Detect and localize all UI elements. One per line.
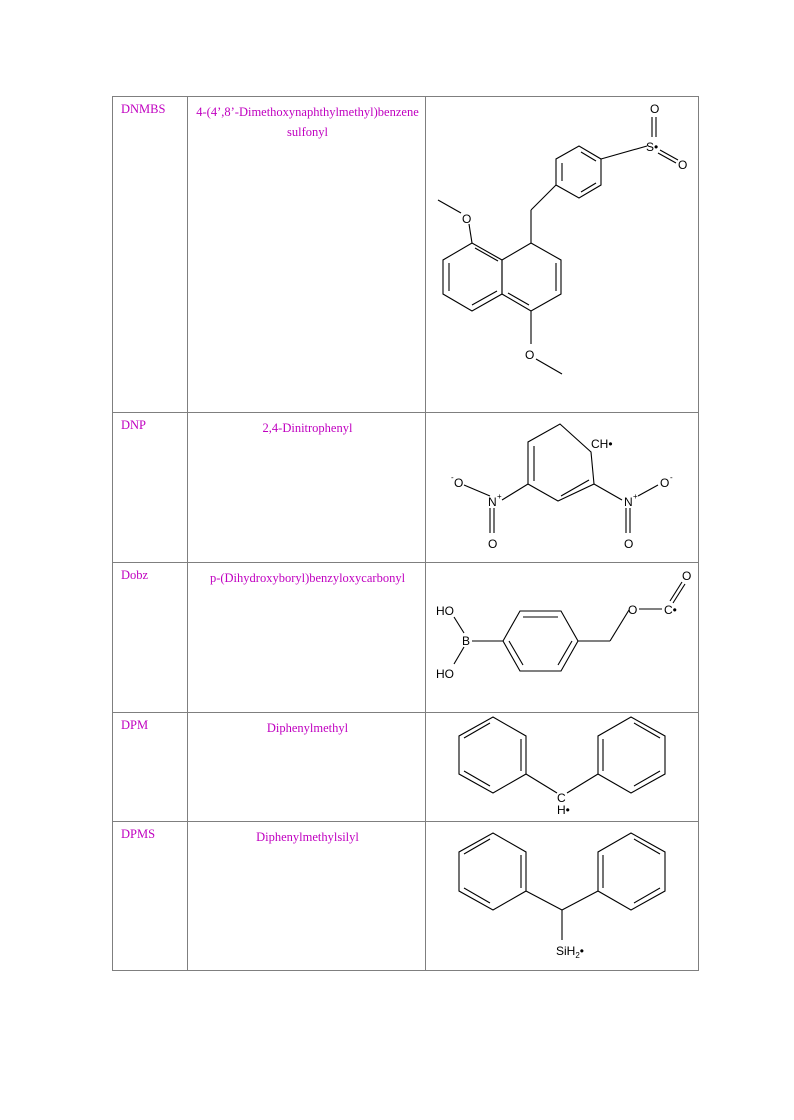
atom-o-ester: O: [628, 603, 638, 617]
structure-cell: [426, 713, 699, 822]
structure-cell: [426, 413, 699, 563]
atom-o-top: O: [650, 102, 660, 116]
table-row: [113, 563, 699, 713]
atom-sih2-radical: [556, 944, 584, 960]
atom-n-right: N: [624, 495, 633, 509]
charge-minus-right: -: [670, 473, 673, 482]
atom-o-left-bottom: O: [488, 537, 498, 551]
name-cell: p-(Dihydroxyboryl)benzyloxycarbonyl: [188, 563, 426, 713]
structure-cell: [426, 563, 699, 713]
dpm-structure: [426, 713, 698, 816]
charge-plus-right: +: [633, 492, 638, 501]
subscript-2: 2: [575, 951, 580, 960]
charge-minus-left: -: [451, 473, 454, 482]
dpms-structure: [426, 822, 698, 965]
atom-s: S•: [646, 140, 659, 154]
abbreviation-cell: Dobz: [113, 563, 188, 713]
table-row: [113, 713, 699, 822]
abbreviation-cell: DPMS: [113, 822, 188, 971]
atom-c-radical: C•: [664, 603, 677, 617]
structure-cell: [426, 97, 699, 413]
atom-c: C: [557, 791, 566, 805]
atom-o-methoxy-1: O: [462, 212, 472, 226]
atom-o-right: O: [660, 476, 670, 490]
atom-o-left: O: [454, 476, 464, 490]
atom-ho-top: HO: [436, 604, 454, 618]
atom-n-left: N: [488, 495, 497, 509]
atom-o-right: O: [678, 158, 688, 172]
atom-si: SiH: [556, 944, 576, 958]
name-cell: Diphenylmethyl: [188, 713, 426, 822]
charge-plus-left: +: [497, 492, 502, 501]
atom-o-carbonyl: O: [682, 569, 692, 583]
radical-dot: •: [579, 944, 584, 958]
abbreviation-cell: DNMBS: [113, 97, 188, 413]
table-row: [113, 822, 699, 971]
structure-cell: [426, 822, 699, 971]
name-cell: 2,4-Dinitrophenyl: [188, 413, 426, 563]
dnmbs-structure: [426, 97, 698, 407]
atom-ho-bottom: HO: [436, 667, 454, 681]
atom-h-radical: H•: [557, 803, 570, 816]
abbreviation-cell: DNP: [113, 413, 188, 563]
atom-o-methoxy-2: O: [525, 348, 535, 362]
name-cell: Diphenylmethylsilyl: [188, 822, 426, 971]
table-row: [113, 97, 699, 413]
dnp-structure: [426, 413, 698, 557]
abbreviation-cell: DPM: [113, 713, 188, 822]
atom-b: B: [462, 634, 471, 648]
atom-ch: CH•: [591, 437, 613, 451]
atom-o-right-bottom: O: [624, 537, 634, 551]
name-cell: 4-(4’,8’-Dimethoxynaphthylmethyl)benzenesulfonyl: [188, 97, 426, 413]
protecting-groups-table: [112, 96, 699, 971]
dobz-structure: [426, 563, 698, 707]
table-row: [113, 413, 699, 563]
